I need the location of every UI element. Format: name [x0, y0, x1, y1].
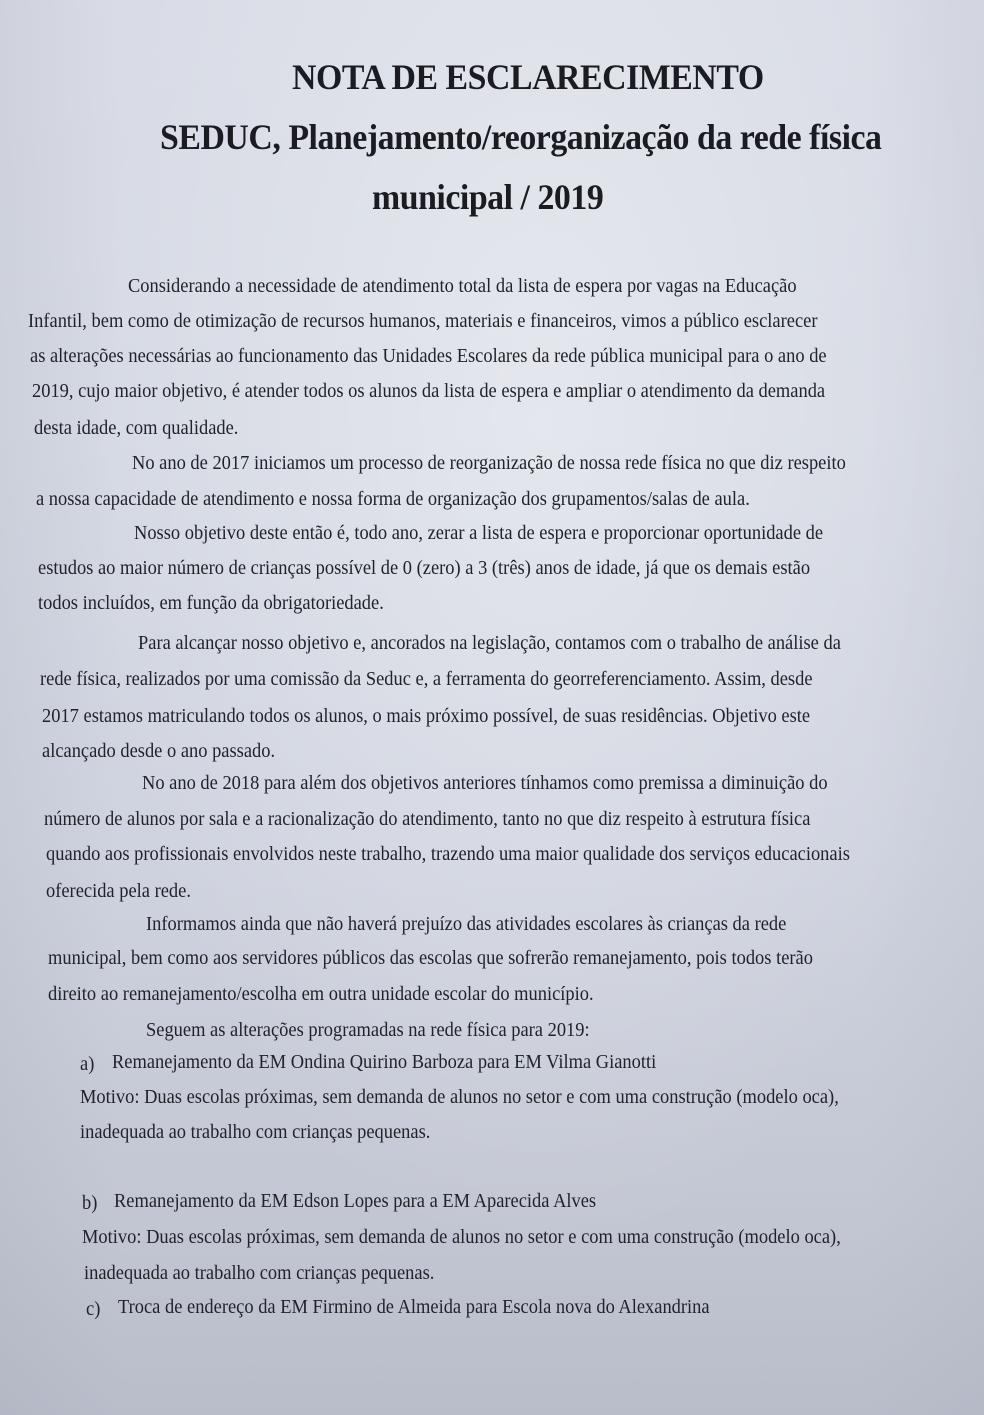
paragraph-line: Considerando a necessidade de atendimento total da lista de espera por vagas na Educação: [128, 275, 797, 297]
paragraph-line: No ano de 2017 iniciamos um processo de reorganização de nossa rede física no que diz respeito: [132, 452, 846, 474]
paragraph-line: estudos ao maior número de crianças possível de 0 (zero) a 3 (três) anos de idade, já que os demais estão: [38, 557, 811, 579]
list-item-reason: inadequada ao trabalho com crianças pequenas.: [84, 1262, 435, 1284]
list-item-text: Troca de endereço da EM Firmino de Almeida para Escola nova do Alexandrina: [118, 1296, 710, 1318]
list-item-text: Remanejamento da EM Edson Lopes para a EM Aparecida Alves: [114, 1190, 597, 1212]
paragraph-line: desta idade, com qualidade.: [34, 417, 239, 439]
document-subtitle-line-2: municipal / 2019: [372, 177, 604, 217]
paragraph-line: número de alunos por sala e a racionalização do atendimento, tanto no que diz respeito à estrutura física: [44, 808, 811, 830]
paragraph-line: Informamos ainda que não haverá prejuízo das atividades escolares às crianças da rede: [146, 913, 787, 935]
paragraph-line: municipal, bem como aos servidores públicos das escolas que sofrerão remanejamento, pois todos terão: [48, 947, 813, 969]
list-item-reason: inadequada ao trabalho com crianças pequenas.: [80, 1121, 431, 1143]
paragraph-line: as alterações necessárias ao funcionamento das Unidades Escolares da rede pública municipal para o ano de: [30, 345, 827, 367]
list-marker: a): [80, 1053, 95, 1075]
paragraph-line: Para alcançar nosso objetivo e, ancorados na legislação, contamos com o trabalho de análise da: [138, 632, 841, 654]
list-marker: c): [86, 1298, 101, 1320]
paragraph-line: No ano de 2018 para além dos objetivos anteriores tínhamos como premissa a diminuição do: [142, 772, 828, 794]
paragraph-line: oferecida pela rede.: [46, 880, 191, 902]
list-marker: b): [82, 1192, 98, 1214]
paragraph-line: alcançado desde o ano passado.: [42, 740, 276, 762]
paragraph-line: Seguem as alterações programadas na rede física para 2019:: [146, 1019, 590, 1041]
paragraph-line: 2017 estamos matriculando todos os alunos, o mais próximo possível, de suas residências. Objetivo este: [42, 705, 811, 727]
paragraph-line: todos incluídos, em função da obrigatoriedade.: [38, 592, 384, 614]
paragraph-line: quando aos profissionais envolvidos neste trabalho, trazendo uma maior qualidade dos serviços educacionais: [46, 843, 850, 865]
document-title: NOTA DE ESCLARECIMENTO: [292, 57, 764, 97]
list-item-reason: Motivo: Duas escolas próximas, sem demanda de alunos no setor e com uma construção (modelo oca),: [80, 1086, 839, 1108]
paragraph-line: rede física, realizados por uma comissão da Seduc e, a ferramenta do georreferenciamento. Assim, desde: [40, 668, 813, 690]
paragraph-line: direito ao remanejamento/escolha em outra unidade escolar do município.: [48, 983, 594, 1005]
paragraph-line: Nosso objetivo deste então é, todo ano, zerar a lista de espera e proporcionar oportunidade de: [134, 522, 824, 544]
paragraph-line: 2019, cujo maior objetivo, é atender todos os alunos da lista de espera e ampliar o atendimento da demanda: [32, 380, 826, 402]
list-item-reason: Motivo: Duas escolas próximas, sem demanda de alunos no setor e com uma construção (modelo oca),: [82, 1226, 841, 1248]
list-item-text: Remanejamento da EM Ondina Quirino Barboza para EM Vilma Gianotti: [112, 1051, 657, 1073]
document-subtitle-line-1: SEDUC, Planejamento/reorganização da rede física: [160, 117, 882, 157]
paragraph-line: a nossa capacidade de atendimento e nossa forma de organização dos grupamentos/salas de aula.: [36, 488, 750, 510]
paragraph-line: Infantil, bem como de otimização de recursos humanos, materiais e financeiros, vimos a público esclarecer: [28, 310, 818, 332]
